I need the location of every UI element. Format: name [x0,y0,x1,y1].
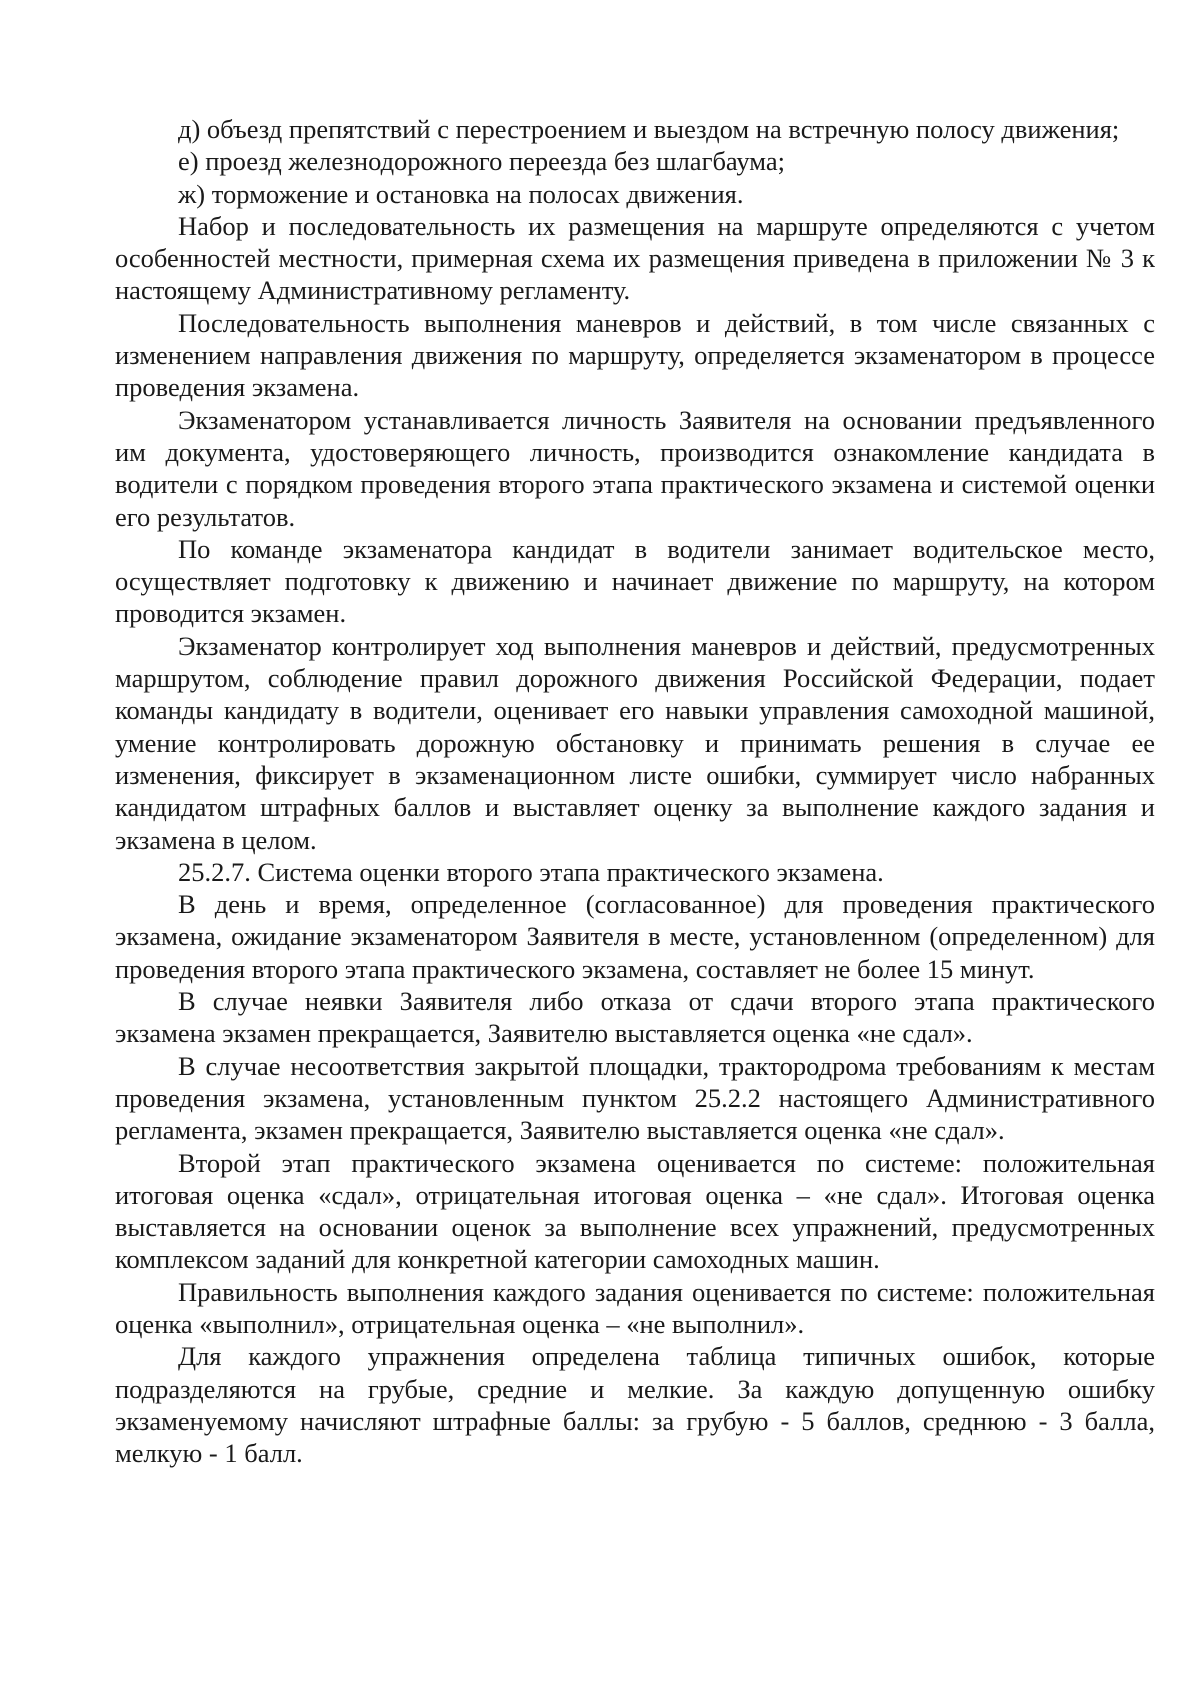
paragraph-grading-system: Второй этап практического экзамена оценивается по системе: положительная итоговая оценка «сдал», отрицательная итоговая оценка – «не сдал». Итоговая оценка выставляется на основании оценок за выполнение всех упражнений, предусмотренных комплексом заданий для конкретной категории самоходных машин. [115,1147,1155,1275]
paragraph-item-zh: ж) торможение и остановка на полосах движения. [178,178,744,209]
document-page [115,113,1155,1469]
paragraph-waiting-time: В день и время, определенное (согласованное) для проведения практического экзамена, ожидание экзаменатором Заявителя в месте, установленном (определенном) для проведения второго этапа практического экзамена, составляет не более 15 минут. [115,889,1155,984]
paragraph-examiner-control: Экзаменатор контролирует ход выполнения маневров и действий, предусмотренных маршрутом, соблюдение правил дорожного движения Российской Федерации, подает команды кандидату в водители, оценивает его навыки управления самоходной машиной, умение контролировать дорожную обстановку и принимать решения в случае ее изменения, фиксирует в экзаменационном листе ошибки, суммирует число набранных кандидатом штрафных баллов и выставляет оценку за выполнение каждого задания и экзамена в целом. [115,630,1155,855]
paragraph-item-d: д) объезд препятствий с перестроением и выездом на встречную полосу движения; [178,114,1120,144]
paragraph-identity-check: Экзаменатором устанавливается личность Заявителя на основании предъявленного им документа, удостоверяющего личность, производится ознакомление кандидата в водители с порядком проведения второго этапа практического экзамена и системой оценки его результатов. [115,404,1155,532]
section-heading-25-2-7: 25.2.7. Система оценки второго этапа практического экзамена. [178,856,884,887]
paragraph-site-noncompliance: В случае несоответствия закрытой площадки, трактородрома требованиям к местам проведения экзамена, установленным пунктом 25.2.2 настоящего Административного регламента, экзамен прекращается, Заявителю выставляется оценка «не сдал». [115,1050,1155,1146]
paragraph-no-show: В случае неявки Заявителя либо отказа от сдачи второго этапа практического экзамена экзамен прекращается, Заявителю выставляется оценка «не сдал». [115,986,1155,1049]
paragraph-item-e: е) проезд железнодорожного переезда без шлагбаума; [178,146,785,177]
paragraph-route-elements: Набор и последовательность их размещения на маршруте определяются с учетом особенностей местности, примерная схема их размещения приведена в приложении № 3 к настоящему Административному регламенту. [115,210,1155,306]
paragraph-start-driving: По команде экзаменатора кандидат в водители занимает водительское место, осуществляет подготовку к движению и начинает движение по маршруту, на котором проводится экзамен. [115,533,1155,629]
paragraph-penalty-points: Для каждого упражнения определена таблица типичных ошибок, которые подразделяются на грубые, средние и мелкие. За каждую допущенную ошибку экзаменуемому начисляют штрафные баллы: за грубую - 5 баллов, среднюю - 3 балла, мелкую - 1 балл. [115,1341,1155,1469]
paragraph-maneuver-sequence: Последовательность выполнения маневров и действий, в том числе связанных с изменением направления движения по маршруту, определяется экзаменатором в процессе проведения экзамена. [115,307,1155,403]
paragraph-task-grading: Правильность выполнения каждого задания оценивается по системе: положительная оценка «выполнил», отрицательная оценка – «не выполнил». [115,1276,1155,1339]
